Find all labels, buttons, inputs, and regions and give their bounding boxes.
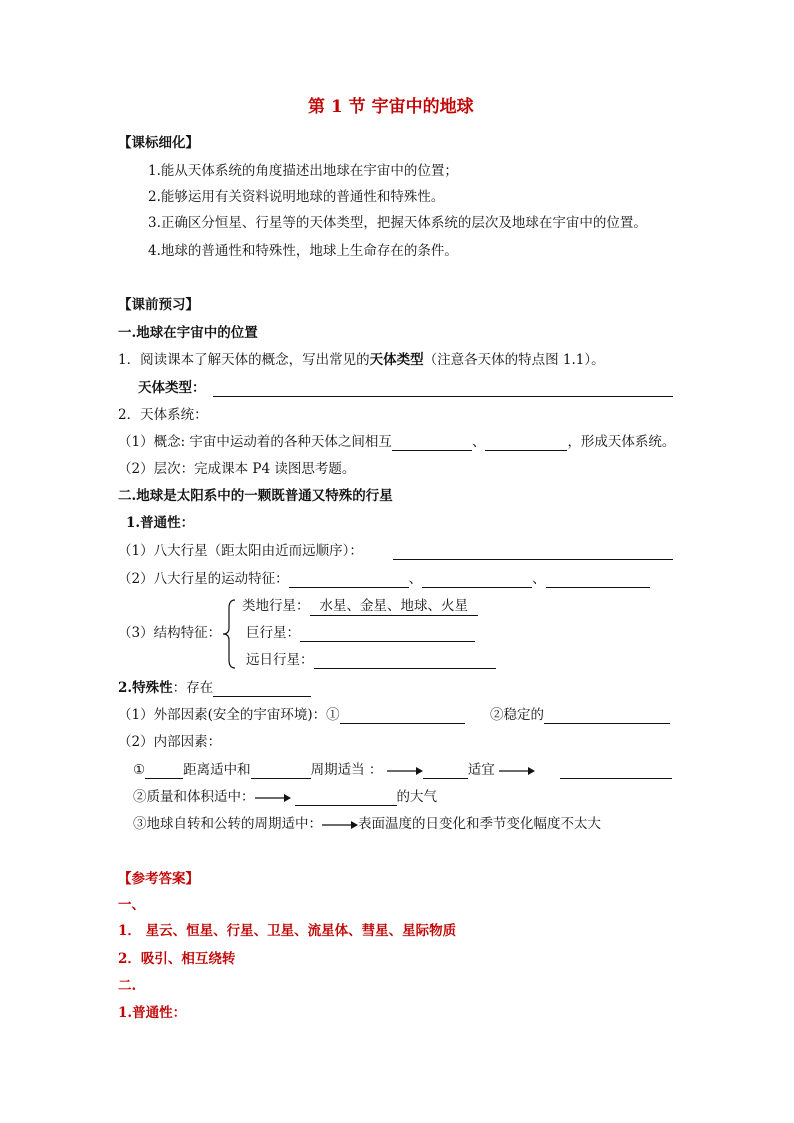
r1-blank-a[interactable] — [145, 764, 183, 779]
external-blank-b[interactable] — [544, 709, 670, 724]
q2-1-sep: 、 — [471, 434, 486, 450]
external-row-2 — [490, 706, 670, 724]
q2-1-blank-b[interactable] — [485, 436, 567, 451]
r1-num: ① — [133, 762, 146, 778]
curriculum-item: 1.能从天体系统的角度描述出地球在宇宙中的位置； — [148, 163, 458, 179]
question-2-1 — [118, 433, 675, 451]
general-2-sep: 、 — [532, 571, 546, 587]
types-label: 天体类型： — [138, 380, 206, 396]
r2-text-b: 的大气 — [396, 789, 437, 805]
r1-blank-b[interactable] — [251, 764, 311, 779]
q2-1-tail: ，形成天体系统。 — [567, 434, 676, 450]
special-heading: 2.特殊性 — [118, 680, 173, 696]
r3-text-b: 表面温度的日变化和季节变化幅度不太大 — [358, 816, 601, 832]
general-2-blank-b[interactable] — [422, 573, 532, 588]
part2-heading: 二.地球是太阳系中的一颗既普通又特殊的行星 — [118, 488, 393, 504]
r1-text-a: 距离适中和 — [183, 762, 251, 778]
general-2-blank-c[interactable] — [546, 573, 650, 588]
special-text: ：存在 — [172, 680, 214, 696]
arrow-icon — [387, 766, 423, 776]
q2-1-text: （1）概念: 宇宙中运动着的各种天体之间相互 — [118, 434, 392, 450]
giant-label: 巨行星： — [246, 625, 300, 641]
answers-header: 【参考答案】 — [118, 871, 199, 887]
special-row — [118, 679, 311, 697]
question-1-text: 1．阅读课本了解天体的概念，写出常见的 — [118, 352, 370, 368]
answer-line: 2．吸引、相互绕转 — [118, 951, 236, 967]
arrow-icon — [322, 820, 358, 830]
general-2-sep: 、 — [408, 571, 423, 587]
internal-heading: （2）内部因素： — [118, 734, 222, 750]
internal-row-1 — [133, 761, 535, 779]
answer-line: 二. — [118, 978, 137, 994]
curriculum-header: 【课标细化】 — [118, 135, 199, 151]
internal-row-3 — [133, 815, 601, 833]
special-blank[interactable] — [213, 682, 311, 697]
distant-blank[interactable] — [314, 654, 496, 669]
preview-header: 【课前预习】 — [118, 297, 199, 313]
answer-line: 1． 星云、恒星、行星、卫星、流星体、彗星、星际物质 — [118, 923, 457, 939]
external-row — [118, 706, 465, 724]
curriculum-item: 4.地球的普通性和特殊性，地球上生命存在的条件。 — [148, 243, 458, 259]
question-2: 2．天体系统： — [118, 407, 208, 423]
general-2-blank-a[interactable] — [289, 573, 409, 588]
arrow-icon — [499, 766, 535, 776]
question-1-note: （注意各天体的特点图 1.1）。 — [423, 352, 605, 368]
types-blank[interactable] — [213, 379, 673, 397]
question-1-keyword: 天体类型 — [369, 352, 424, 368]
r1-blank-c[interactable] — [423, 764, 468, 779]
q2-1-blank-a[interactable] — [392, 436, 472, 451]
giant-blank[interactable] — [300, 627, 475, 642]
brace-icon — [221, 598, 237, 670]
general-2 — [118, 570, 650, 588]
question-1 — [118, 351, 605, 369]
r1-blank-d[interactable] — [560, 761, 672, 779]
answer-line: 一、 — [118, 897, 145, 913]
r2-text-a: ②质量和体积适中： — [133, 789, 255, 805]
page-title: 第 1 节 宇宙中的地球 — [308, 97, 474, 117]
arrow-icon — [255, 793, 291, 803]
r3-text-a: ③地球自转和公转的周期适中： — [133, 816, 322, 832]
general-2-text: （2）八大行星的运动特征： — [118, 571, 289, 587]
general-heading: 1.普通性： — [126, 515, 195, 531]
general-1: （1）八大行星（距太阳由近而远顺序）： — [118, 543, 363, 559]
terrestrial-value: 水星、金星、地球、火星 — [310, 597, 479, 616]
curriculum-item: 3.正确区分恒星、行星等的天体类型，把握天体系统的层次及地球在宇宙中的位置。 — [148, 215, 647, 231]
general-3: （3）结构特征： — [118, 625, 222, 641]
external-text-2: ②稳定的 — [490, 707, 544, 723]
external-text: （1）外部因素(安全的宇宙环境)：① — [118, 707, 340, 723]
external-blank-a[interactable] — [340, 709, 465, 724]
r1-text-c: 适宜 — [467, 762, 495, 778]
curriculum-item: 2.能够运用有关资料说明地球的普通性和特殊性。 — [148, 189, 445, 205]
internal-row-2 — [133, 788, 437, 806]
terrestrial-label: 类地行星： — [242, 598, 310, 614]
distant-label: 远日行星： — [246, 652, 314, 668]
giant-row — [246, 624, 475, 642]
question-2-2: （2）层次：完成课本 P4 读图思考题。 — [118, 461, 356, 477]
distant-row — [246, 651, 496, 669]
r1-text-b: 周期适当 ： — [310, 762, 383, 778]
general-1-blank[interactable] — [393, 542, 673, 560]
part1-heading: 一.地球在宇宙中的位置 — [118, 325, 258, 341]
answer-line: 1.普通性： — [118, 1005, 187, 1021]
terrestrial-row — [242, 597, 478, 616]
r2-blank[interactable] — [295, 791, 397, 806]
